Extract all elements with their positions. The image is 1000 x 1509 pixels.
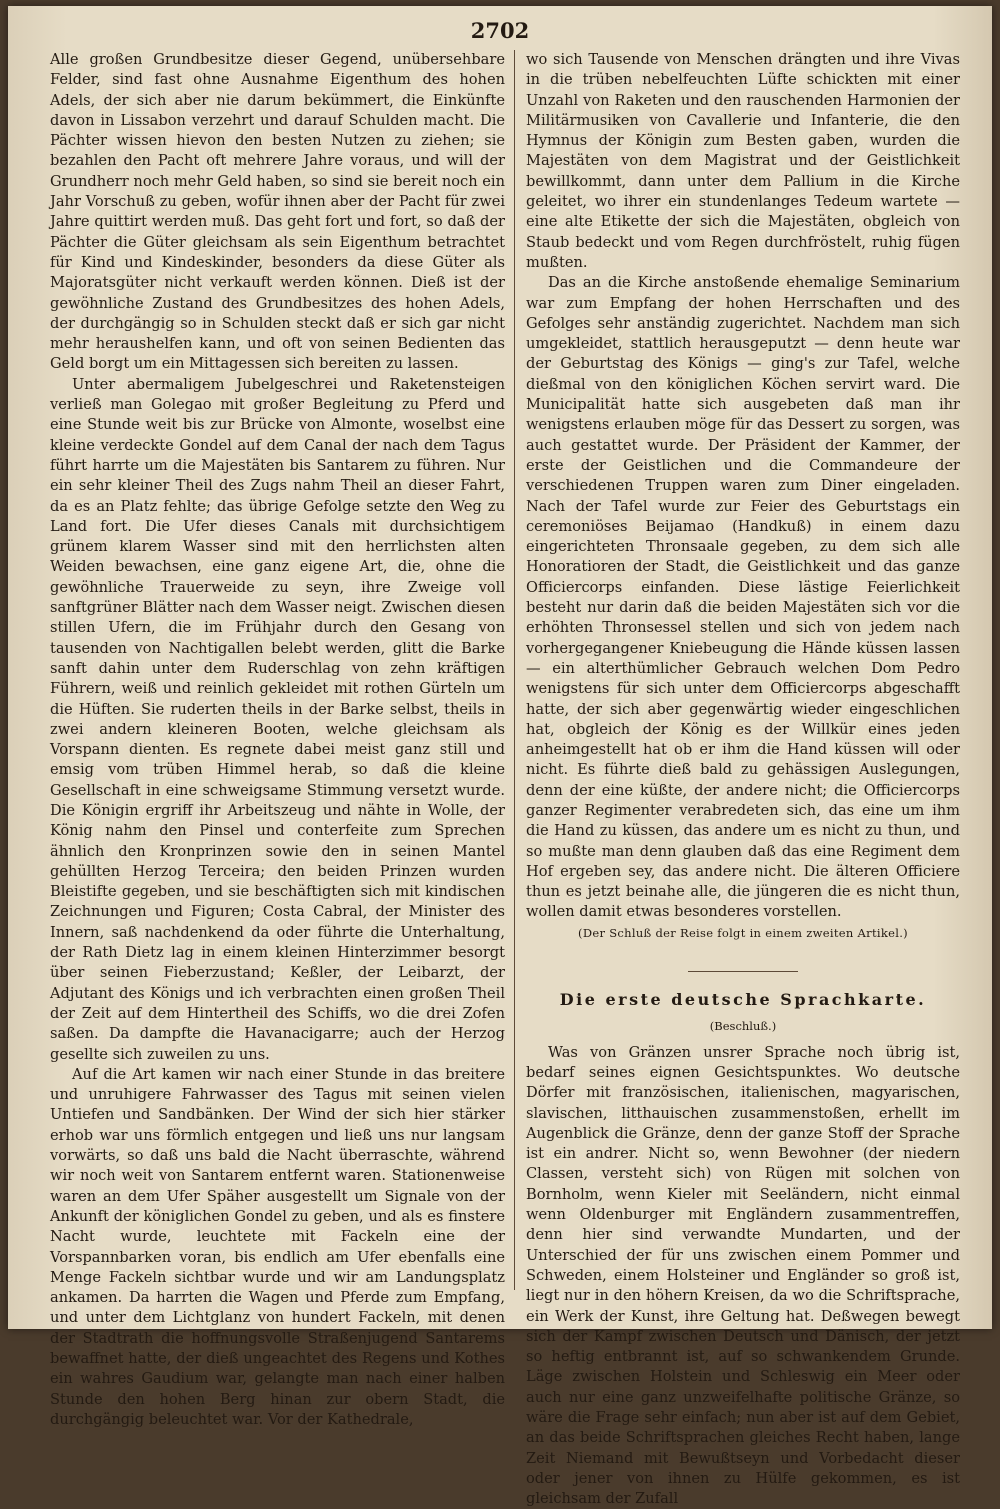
left-paragraph-3: Auf die Art kamen wir nach einer Stunde in das breitere und unruhigere Fahrwasser des Tagus mit seinen vielen Untiefen und Sandbänken. Der Wind der sich hier stärker erhob war uns förmlich entgegen und ließ uns nur langsam vorwärts, so daß uns bald die Nacht überraschte, während wir noch weit von Santarem entfernt waren. Stationenweise waren an dem Ufer Späher ausgestellt um Signale von der Ankunft der königlichen Gondel zu geben, und als es finstere Nacht wurde, leuchtete mit Fackeln eine der Vorspannbarken voran, bis endlich am Ufer ebenfalls eine Menge Fackeln sichtbar wurde und wir am Landungsplatz ankamen. Da harrten die Wagen und Pferde zum Empfang, und unter dem Lichtglanz von hundert Fackeln, mit denen der Stadtrath die hoffnungsvolle Straßenjugend Santarems bewaffnet hatte, der dieß ungeachtet des Regens und Kothes ein wahres Gaudium war, gelangte man nach einer halben Stunde den hohen Berg hinan zur obern Stadt, die durchgängig beleuchtet war. Vor der Kathedrale, bbox=[50, 1065, 505, 1428]
section-subtitle: (Beschluß.) bbox=[709, 1019, 777, 1034]
section-paragraph-1: Was von Gränzen unsrer Sprache noch übrig ist, bedarf seines eignen Gesichtspunktes. Wo deutsche Dörfer mit französischen, italienischen, magyarischen, slavischen, litthauischen zusammenstoßen, erhellt im Augenblick die Gränze, denn der ganze Stoff der Sprache ist ein andrer. Nicht so, wenn Bewohner (der niedern Classen, versteht sich) von Rügen mit solchen von Bornholm, wenn Kieler mit Seeländern, nicht einmal wenn Oldenburger mit Engländern zusammentreffen, denn hier sind verwandte Mundarten, und der Unterschied der für uns zwischen einem Pommer und Schweden, einem Holsteiner und Engländer so groß ist, liegt nur in den höhern Kreisen, da wo die Schriftsprache, ein Werk der Kunst, ihre Geltung hat. Deßwegen bewegt sich der Kampf zwischen Deutsch und Dänisch, der jetzt so heftig entbrannt ist, auf so schwankendem Grunde. Läge zwischen Holstein und Schleswig ein Meer oder auch nur eine ganz unzweifelhafte politische Gränze, so wäre die Frage sehr einfach; nun aber ist auf dem Gebiet, an das beide Schriftsprachen gleiches Recht haben, lange Zeit Niemand mit Bewußtseyn und Vorbedacht dieser oder jener von ihnen zu Hülfe gekommen, es ist gleichsam der Zufall bbox=[526, 1043, 960, 1508]
right-column bbox=[526, 50, 960, 1509]
continuation-note: (Der Schluß der Reise folgt in einem zweiten Artikel.) bbox=[578, 925, 908, 940]
page-number: 2702 bbox=[470, 18, 530, 43]
section-title: Die erste deutsche Sprachkarte. bbox=[559, 990, 927, 1010]
left-column bbox=[50, 50, 505, 1430]
right-paragraph-1: wo sich Tausende von Menschen drängten und ihre Vivas in die trüben nebelfeuchten Lüfte schickten mit einer Unzahl von Raketen und den rauschenden Harmonien der Militärmusiken von Cavallerie und Infanterie, die den Hymnus der Königin zum Besten gaben, wurden die Majestäten von dem Magistrat und der Geistlichkeit bewillkommt, dann unter dem Pallium in die Kirche geleitet, wo ihrer ein stundenlanges Tedeum wartete — eine alte Etikette der sich die Majestäten, obgleich von Staub bedeckt und vom Regen durchfröstelt, ruhig fügen mußten. bbox=[526, 51, 960, 271]
section-rule bbox=[688, 971, 798, 972]
column-divider bbox=[514, 50, 515, 1290]
left-paragraph-2: Unter abermaligem Jubelgeschrei und Raketensteigen verließ man Golegao mit großer Begleitung zu Pferd und eine Stunde weit bis zur Brücke von Almonte, woselbst eine kleine verdeckte Gondel auf dem Canal der nach dem Tagus führt harrte um die Majestäten bis Santarem zu führen. Nur ein sehr kleiner Theil des Zugs nahm Theil an dieser Fahrt, da es an Platz fehlte; das übrige Gefolge setzte den Weg zu Land fort. Die Ufer dieses Canals mit durchsichtigem grünem klarem Wasser sind mit den herrlichsten alten Weiden bewachsen, eine ganz eigene Art, die, ohne die gewöhnliche Trauerweide zu seyn, ihre Zweige voll sanftgrüner Blätter nach dem Wasser neigt. Zwischen diesen stillen Ufern, die im Frühjahr durch den Gesang von tausenden von Nachtigallen belebt werden, glitt die Barke sanft dahin unter dem Ruderschlag von zehn kräftigen Führern, weiß und reinlich gekleidet mit rothen Gürteln um die Hüften. Sie ruderten theils in der Barke selbst, theils in zwei andern kleineren Booten, welche gleichsam als Vorspann dienten. Es regnete dabei meist ganz still und emsig vom trüben Himmel herab, so daß die kleine Gesellschaft in eine schweigsame Stimmung versetzt wurde. Die Königin ergriff ihr Arbeitszeug und nähte in Wolle, der König nahm den Pinsel und conterfeite zum Sprechen ähnlich den Kronprinzen sowie den in seinen Mantel gehüllten Herzog Terceira; den beiden Prinzen wurden Bleistifte gegeben, und sie beschäftigten sich mit kindischen Zeichnungen und Figuren; Costa Cabral, der Minister des Innern, saß nachdenkend da oder führte die Unterhaltung, der Rath Dietz lag in einem kleinen Hinterzimmer besorgt über seinen Fieberzustand; Keßler, der Leibarzt, der Adjutant des Königs und ich verbrachten einen großen Theil der Zeit auf dem Hintertheil des Schiffs, wo die drei Zofen saßen. Da dampfte die Havanacigarre; auch der Herzog gesellte sich zuweilen zu uns. bbox=[50, 375, 505, 1063]
newspaper-page bbox=[8, 6, 992, 1508]
left-paragraph-1: Alle großen Grundbesitze dieser Gegend, unübersehbare Felder, sind fast ohne Ausnahme Eigenthum des hohen Adels, der sich aber nie darum bekümmert, die Einkünfte davon in Lissabon verzehrt und darauf Schulden macht. Die Pächter wissen hievon den besten Nutzen zu ziehen; sie bezahlen den Pacht oft mehrere Jahre voraus, und will der Grundherr noch mehr Geld haben, so sind sie bereit noch ein Jahr Vorschuß zu geben, wofür ihnen aber der Pacht für zwei Jahre quittirt werden muß. Das geht fort und fort, so daß der Pächter die Güter gleichsam als sein Eigenthum betrachtet für Kind und Kindeskinder, besonders da diese Güter als Majoratsgüter nicht verkauft werden können. Dieß ist der gewöhnliche Zustand des Grundbesitzes des hohen Adels, der durchgängig so in Schulden steckt daß er sich gar nicht mehr heraushelfen kann, und oft von seinen Bedienten das Geld borgt um ein Mittagessen sich bereiten zu lassen. bbox=[50, 51, 505, 373]
right-paragraph-2: Das an die Kirche anstoßende ehemalige Seminarium war zum Empfang der hohen Herrschaften und des Gefolges sehr anständig zugerichtet. Nachdem man sich umgekleidet, stattlich herausgeputzt — denn heute war der Geburtstag des Königs — ging's zur Tafel, welche dießmal von den königlichen Köchen servirt ward. Die Municipalität hatte sich ausgebeten daß man ihr wenigstens erlauben möge für das Dessert zu sorgen, was auch gestattet wurde. Der Präsident der Kammer, der erste der Geistlichen und die Commandeure der verschiedenen Truppen waren zum Diner eingeladen. Nach der Tafel wurde zur Feier des Geburtstags ein ceremoniöses Beijamao (Handkuß) in einem dazu eingerichteten Thronsaale gegeben, zu dem sich alle Honoratioren der Stadt, die Geistlichkeit und das ganze Officiercorps einfanden. Diese lästige Feierlichkeit besteht nur darin daß die beiden Majestäten sich vor die erhöhten Thronsessel stellen und sich von jedem nach vorhergegangener Kniebeugung die Hände küssen lassen — ein alterthümlicher Gebrauch welchen Dom Pedro wenigstens für sich unter dem Officiercorps abgeschafft hatte, der sich aber gegenwärtig wieder eingeschlichen hat, obgleich der König es der Willkür eines jeden anheimgestellt hat ob er ihm die Hand küssen will oder nicht. Es führte dieß bald zu gehässigen Auslegungen, denn der eine küßte, der andere nicht; die Officiercorps ganzer Regimenter verabredeten sich, das eine um ihm die Hand zu küssen, das andere um es nicht zu thun, und so mußte man denn glauben daß das eine Regiment dem Hof ergeben sey, das andere nicht. Die älteren Officiere thun es jetzt beinahe alle, die jüngeren die es nicht thun, wollen damit etwas besonderes vorstellen. bbox=[526, 274, 960, 921]
